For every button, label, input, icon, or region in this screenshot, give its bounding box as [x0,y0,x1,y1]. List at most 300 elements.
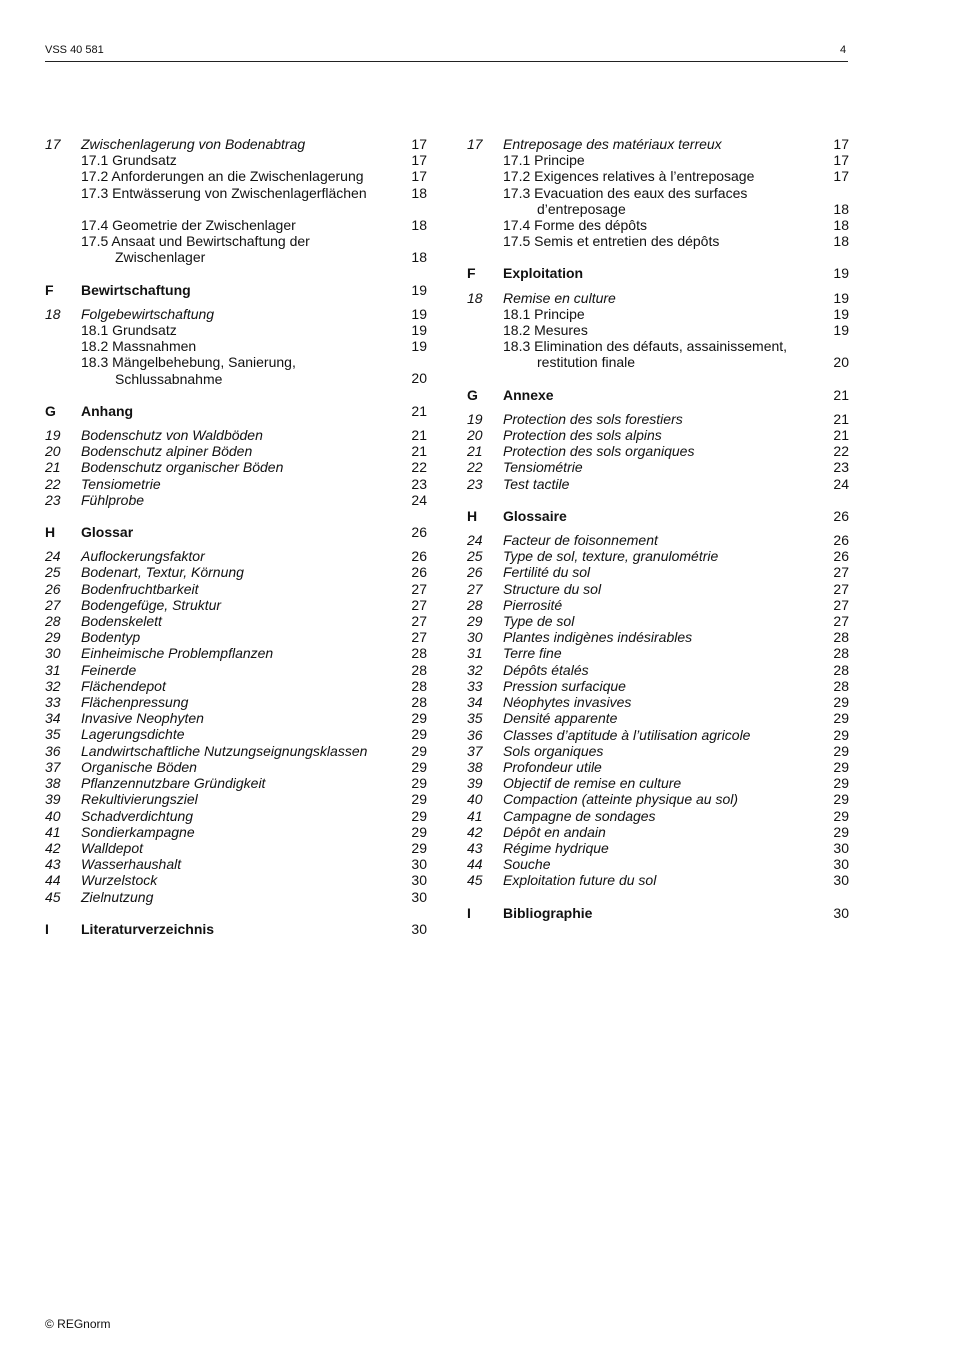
toc-entry-page: 19 [833,305,849,322]
toc-entry-page: 19 [833,322,849,339]
toc-entry-fr [467,387,849,403]
toc-entry-page: 30 [411,872,427,889]
toc-entry-de [45,743,427,759]
toc-entry-fr [467,136,849,152]
toc-entry-number: H [45,524,56,541]
toc-entry-number: 22 [467,459,483,476]
toc-entry-de [45,136,427,152]
toc-entry-title: Glossar [81,524,134,541]
toc-entry-number: 30 [467,629,483,646]
toc-entry-de [45,306,427,322]
toc-entry-page: 23 [833,459,849,476]
toc-entry-page: 30 [411,920,427,937]
toc-entry-number: 21 [467,443,483,460]
toc-entry-fr [467,290,849,306]
toc-entry-page: 27 [411,629,427,646]
toc-entry-number: 33 [45,694,61,711]
toc-entry-page: 29 [411,775,427,792]
toc-entry-title: Tensiometrie [81,475,161,492]
toc-entry-title: Pierrosité [503,596,563,613]
toc-entry-number: 35 [45,726,61,743]
toc-entry-page: 29 [411,758,427,775]
toc-entry-title: Terre fine [503,645,562,662]
toc-entry-page: 29 [833,823,849,840]
toc-entry-fr [467,791,849,807]
toc-entry-page: 19 [411,281,427,298]
toc-entry-page: 29 [833,807,849,824]
toc-entry-title: 18.2 Massnahmen [81,338,197,355]
toc-entry-fr [467,185,849,217]
toc-entry-title: Dépôts étalés [503,661,589,678]
toc-entry-de [45,710,427,726]
toc-entry-fr [467,824,849,840]
toc-entry-de [45,824,427,840]
toc-entry-fr [467,508,849,524]
toc-entry-title: 17.3 Entwässerung von Zwischenlagerflächen [81,184,367,201]
toc-entry-number: 42 [467,823,483,840]
toc-entry-page: 21 [411,443,427,460]
toc-entry-page: 29 [833,791,849,808]
toc-entry-page: 28 [411,645,427,662]
toc-entry-number: 18 [467,289,483,306]
toc-entry-title: Bodenschutz alpiner Böden [81,443,253,460]
toc-entry-title: Type de sol, texture, granulométrie [503,548,719,565]
toc-entry-title: Walldepot [81,839,144,856]
toc-entry-page: 27 [411,580,427,597]
toc-entry-fr [467,645,849,661]
toc-entry-page: 27 [833,564,849,581]
toc-entry-page: 29 [833,726,849,743]
toc-entry-number: 45 [467,872,483,889]
toc-entry-page: 29 [833,742,849,759]
toc-entry-number: 28 [45,613,61,630]
toc-entry-title: Test tactile [503,475,570,492]
toc-entry-number: 39 [467,775,483,792]
toc-entry-number: 18 [45,305,61,322]
toc-entry-title: Zwischenlagerung von Bodenabtrag [81,136,306,152]
toc-entry-fr [467,338,849,370]
toc-entry-number: 22 [45,475,61,492]
toc-entry-fr [467,629,849,645]
toc-entry-number: 24 [45,548,61,565]
toc-entry-page: 29 [833,758,849,775]
toc-entry-page: 30 [411,856,427,873]
toc-entry-de [45,645,427,661]
toc-entry-page: 29 [411,807,427,824]
toc-entry-page: 28 [411,694,427,711]
toc-entry-de [45,492,427,508]
toc-entry-title: Wurzelstock [81,872,158,889]
toc-entry-page: 30 [411,888,427,905]
toc-entry-page: 18 [833,200,849,217]
toc-entry-title: 18.3 Elimination des défauts, assainissement, restitution finale [503,338,788,371]
toc-entry-title: Objectif de remise en culture [503,775,682,792]
toc-entry-title: Plantes indigènes indésirables [503,629,693,646]
toc-entry-page: 29 [833,694,849,711]
toc-entry-title: Remise en culture [503,289,616,306]
toc-entry-title: Bodengefüge, Struktur [81,596,222,613]
toc-entry-page: 28 [411,677,427,694]
toc-entry-number: I [45,920,49,937]
toc-entry-de [45,921,427,937]
toc-entry-number: 37 [467,742,483,759]
toc-entry-page: 19 [411,322,427,339]
toc-entry-title: Lagerungsdichte [81,726,185,743]
toc-entry-number: 27 [467,580,483,597]
toc-entry-title: 17.4 Forme des dépôts [503,217,647,234]
toc-entry-number: 33 [467,677,483,694]
toc-entry-page: 29 [411,710,427,727]
toc-entry-number: 42 [45,839,61,856]
toc-entry-title: Feinerde [81,661,137,678]
toc-entry-fr [467,443,849,459]
toc-entry-de [45,217,427,233]
toc-entry-title: 17.1 Grundsatz [81,152,177,169]
toc-entry-title: Invasive Neophyten [81,710,204,727]
toc-entry-number: 27 [45,596,61,613]
toc-entry-de [45,338,427,354]
toc-entry-title: Néophytes invasives [503,694,632,711]
toc-entry-title: Einheimische Problempflanzen [81,645,274,662]
toc-entry-number: 25 [467,548,483,565]
toc-german-column [45,136,427,945]
toc-entry-page: 28 [833,645,849,662]
toc-entry-number: 25 [45,564,61,581]
toc-entry-page: 22 [411,459,427,476]
toc-entry-page: 27 [411,596,427,613]
toc-entry-title: Organische Böden [81,758,197,775]
toc-entry-title: Protection des sols organiques [503,443,695,460]
toc-entry-title: Souche [503,856,551,873]
toc-entry-page: 28 [411,661,427,678]
toc-entry-de [45,597,427,613]
toc-entry-page: 30 [833,872,849,889]
toc-entry-title: Bewirtschaftung [81,281,191,298]
toc-entry-de [45,759,427,775]
toc-entry-fr [467,872,849,888]
toc-entry-fr [467,581,849,597]
toc-entry-number: 44 [467,856,483,873]
toc-entry-title: 18.2 Mesures [503,322,588,339]
toc-entry-de [45,678,427,694]
toc-entry-number: 28 [467,596,483,613]
toc-entry-page: 30 [833,839,849,856]
toc-entry-de [45,322,427,338]
toc-entry-page: 26 [411,564,427,581]
toc-entry-page: 26 [833,548,849,565]
toc-entry-number: 35 [467,710,483,727]
toc-entry-title: 17.1 Principe [503,152,585,169]
toc-entry-page: 27 [833,613,849,630]
toc-entry-page: 17 [833,168,849,185]
toc-entry-title: Régime hydrique [503,839,609,856]
toc-entry-title: Structure du sol [503,580,602,597]
toc-entry-number: 40 [45,807,61,824]
toc-entry-title: Fühlprobe [81,491,145,508]
toc-entry-title: Exploitation future du sol [503,872,657,889]
toc-entry-de [45,694,427,710]
toc-entry-fr [467,775,849,791]
toc-entry-de [45,282,427,298]
toc-entry-number: 32 [467,661,483,678]
toc-entry-page: 17 [411,152,427,169]
toc-entry-fr [467,662,849,678]
toc-entry-page: 26 [833,507,849,524]
toc-entry-title: Sondierkampagne [81,823,195,840]
toc-entry-page: 30 [833,856,849,873]
toc-entry-page: 26 [833,532,849,549]
toc-entry-number: 23 [467,475,483,492]
toc-entry-fr [467,152,849,168]
toc-entry-fr [467,532,849,548]
toc-entry-de [45,775,427,791]
toc-entry-title: Protection des sols forestiers [503,410,683,427]
toc-entry-page: 20 [833,354,849,371]
toc-entry-page: 28 [833,661,849,678]
toc-entry-page: 30 [833,904,849,921]
toc-entry-de [45,185,427,201]
toc-entry-number: H [467,507,478,524]
toc-entry-number: 17 [467,136,483,152]
toc-entry-title: 17.2 Anforderungen an die Zwischenlagerung [81,168,364,185]
toc-entry-title: 17.4 Geometrie der Zwischenlager [81,217,296,233]
toc-entry-number: 41 [45,823,61,840]
toc-entry-title: 17.5 Semis et entretien des dépôts [503,233,720,250]
toc-entry-page: 19 [833,265,849,282]
toc-entry-page: 29 [411,791,427,808]
toc-entry-number: 31 [467,645,483,662]
toc-entry-de [45,564,427,580]
toc-entry-de [45,840,427,856]
toc-entry-title: 17.3 Evacuation des eaux des surfaces d’entreposage [503,184,748,217]
toc-entry-title: Bodentyp [81,629,141,646]
toc-entry-page: 19 [411,338,427,355]
document-code: VSS 40 581 [45,44,104,56]
toc-entry-fr [467,613,849,629]
toc-entry-title: Bibliographie [503,904,593,921]
toc-entry-de [45,808,427,824]
toc-entry-page: 21 [411,427,427,444]
toc-entry-de [45,889,427,905]
toc-entry-title: Compaction (atteinte physique au sol) [503,791,739,808]
toc-entry-title: Zielnutzung [81,888,154,905]
toc-entry-page: 18 [411,217,427,233]
toc-entry-page: 21 [833,386,849,403]
toc-entry-title: Pression surfacique [503,677,626,694]
toc-entry-fr [467,905,849,921]
toc-entry-number: 20 [467,427,483,444]
toc-entry-title: Anhang [81,402,134,419]
toc-entry-page: 29 [411,742,427,759]
toc-entry-number: 31 [45,661,61,678]
toc-entry-page: 22 [833,443,849,460]
toc-entry-fr [467,564,849,580]
toc-entry-title: Wasserhaushalt [81,856,182,873]
toc-entry-number: 34 [45,710,61,727]
toc-entry-fr [467,476,849,492]
toc-entry-fr [467,306,849,322]
toc-entry-page: 21 [411,402,427,419]
toc-entry-title: Campagne de sondages [503,807,656,824]
toc-entry-de [45,459,427,475]
toc-entry-number: F [45,281,54,298]
toc-entry-page: 21 [833,410,849,427]
toc-entry-title: Glossaire [503,507,567,524]
toc-entry-number: 45 [45,888,61,905]
toc-entry-title: Folgebewirtschaftung [81,305,215,322]
toc-entry-page: 17 [833,152,849,169]
toc-entry-number: 37 [45,758,61,775]
toc-entry-title: Dépôt en andain [503,823,606,840]
toc-entry-title: Fertilité du sol [503,564,591,581]
toc-entry-fr [467,322,849,338]
toc-entry-title: Bodenschutz organischer Böden [81,459,284,476]
toc-entry-title: Auflockerungsfaktor [81,548,205,565]
toc-entry-page: 28 [833,629,849,646]
toc-entry-title: 18.3 Mängelbehebung, Sanierung, Schlussabnahme [81,354,296,387]
toc-entry-number: F [467,265,476,282]
toc-entry-page: 17 [833,136,849,152]
toc-entry-fr [467,411,849,427]
toc-entry-title: Landwirtschaftliche Nutzungseignungsklassen [81,742,368,759]
toc-entry-de [45,856,427,872]
toc-entry-page: 17 [411,168,427,185]
toc-entry-page: 23 [411,475,427,492]
toc-entry-page: 29 [833,775,849,792]
toc-entry-page: 20 [411,370,427,387]
toc-entry-number: 23 [45,491,61,508]
toc-entry-fr [467,743,849,759]
toc-entry-fr [467,265,849,281]
toc-entry-title: Flächenpressung [81,694,189,711]
toc-entry-page: 29 [411,823,427,840]
toc-entry-de [45,613,427,629]
toc-entry-de [45,726,427,742]
toc-entry-page: 29 [411,726,427,743]
toc-entry-page: 27 [833,596,849,613]
toc-entry-number: 32 [45,677,61,694]
toc-entry-fr [467,694,849,710]
toc-entry-fr [467,548,849,564]
toc-entry-number: G [467,386,478,403]
toc-entry-title: Rekultivierungsziel [81,791,198,808]
toc-entry-number: 20 [45,443,61,460]
toc-entry-de [45,168,427,184]
toc-entry-number: 21 [45,459,61,476]
toc-entry-fr [467,840,849,856]
toc-entry-number: 17 [45,136,61,152]
toc-entry-title: Classes d’aptitude à l’utilisation agricole [503,726,751,743]
toc-entry-page: 24 [833,475,849,492]
toc-entry-page: 18 [411,184,427,201]
toc-entry-fr [467,727,849,743]
toc-entry-fr [467,710,849,726]
toc-entry-de [45,443,427,459]
toc-entry-title: 18.1 Principe [503,305,585,322]
toc-entry-page: 19 [833,289,849,306]
toc-french-column [467,136,849,929]
toc-entry-number: 38 [45,775,61,792]
toc-entry-number: 43 [45,856,61,873]
toc-entry-number: 29 [467,613,483,630]
toc-entry-page: 29 [411,839,427,856]
toc-entry-number: I [467,904,471,921]
toc-entry-de [45,629,427,645]
toc-entry-de [45,548,427,564]
toc-entry-page: 17 [411,136,427,152]
toc-entry-title: 17.5 Ansaat und Bewirtschaftung der Zwischenlager [81,233,310,266]
toc-entry-de [45,476,427,492]
toc-entry-fr [467,678,849,694]
toc-entry-number: 19 [45,427,61,444]
page-number: 4 [840,44,847,56]
toc-entry-title: Bodenskelett [81,613,162,630]
toc-entry-page: 18 [411,249,427,266]
toc-entry-title: Protection des sols alpins [503,427,662,444]
header-rule [45,61,848,62]
toc-entry-fr [467,427,849,443]
toc-entry-page: 28 [833,677,849,694]
toc-entry-fr [467,459,849,475]
toc-entry-de [45,233,427,265]
toc-entry-title: Tensiométrie [503,459,583,476]
toc-entry-number: 24 [467,532,483,549]
toc-entry-fr [467,759,849,775]
toc-entry-title: Densité apparente [503,710,618,727]
toc-entry-number: 41 [467,807,483,824]
toc-entry-page: 24 [411,491,427,508]
toc-entry-fr [467,233,849,249]
toc-entry-number: 44 [45,872,61,889]
toc-entry-title: Exploitation [503,265,584,282]
toc-entry-number: 29 [45,629,61,646]
toc-entry-number: 30 [45,645,61,662]
toc-entry-de [45,152,427,168]
toc-entry-title: Profondeur utile [503,758,602,775]
toc-entry-page: 26 [411,548,427,565]
toc-entry-fr [467,856,849,872]
toc-entry-de [45,872,427,888]
footer-copyright: © REGnorm [45,1317,111,1331]
toc-entry-number: 40 [467,791,483,808]
toc-entry-title: Bodenart, Textur, Körnung [81,564,244,581]
toc-entry-number: 38 [467,758,483,775]
toc-entry-title: 17.2 Exigences relatives à l’entreposage [503,168,755,185]
toc-entry-de [45,662,427,678]
toc-entry-number: 26 [45,580,61,597]
toc-entry-fr [467,597,849,613]
toc-entry-de [45,581,427,597]
toc-entry-fr [467,217,849,233]
toc-entry-de [45,791,427,807]
toc-entry-title: Schadverdichtung [81,807,194,824]
toc-entry-de [45,427,427,443]
toc-entry-number: G [45,402,56,419]
toc-entry-number: 34 [467,694,483,711]
toc-entry-page: 27 [833,580,849,597]
toc-entry-page: 29 [833,710,849,727]
toc-entry-number: 43 [467,839,483,856]
toc-entry-title: Type de sol [503,613,575,630]
toc-entry-title: Pflanzennutzbare Gründigkeit [81,775,266,792]
toc-entry-de [45,524,427,540]
toc-entry-page: 18 [833,233,849,250]
toc-entry-number: 26 [467,564,483,581]
toc-entry-de [45,403,427,419]
toc-entry-page: 26 [411,524,427,541]
toc-entry-title: Entreposage des matériaux terreux [503,136,722,152]
toc-entry-title: Flächendepot [81,677,166,694]
